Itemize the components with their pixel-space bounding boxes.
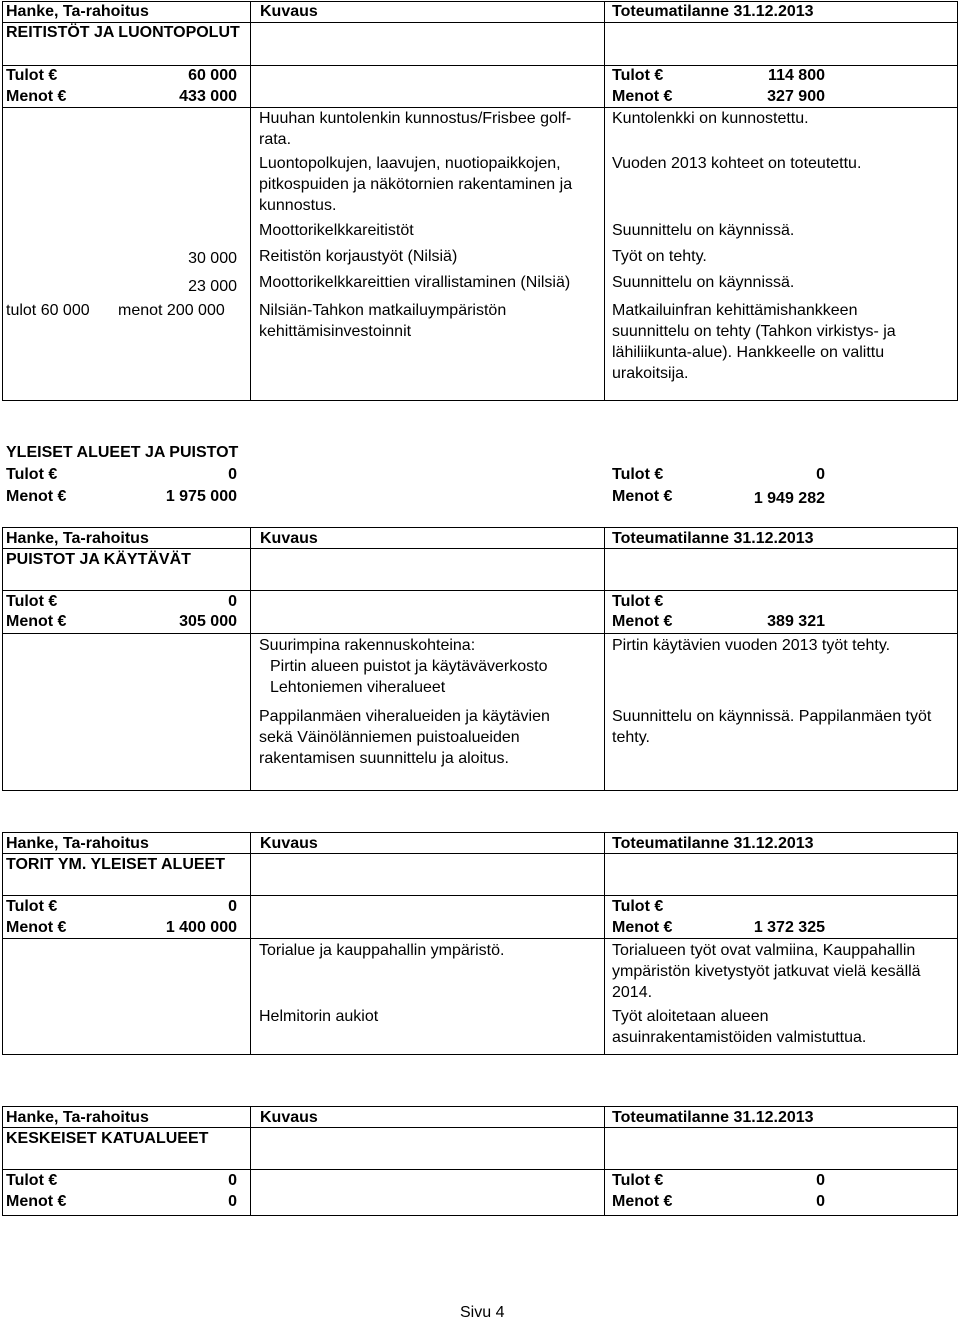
- status-moottorikelkka: Suunnittelu on käynnissä.: [612, 222, 795, 239]
- status-torialue-cont2: 2014.: [612, 984, 653, 1001]
- status-nilsia-cont3: urakoitsija.: [612, 365, 689, 382]
- header-hanke: Hanke, Ta-rahoitus: [6, 3, 149, 20]
- menot-label-actual: Menot €: [612, 88, 673, 105]
- menot-label: Menot €: [6, 1193, 67, 1210]
- tulot-label: Tulot €: [6, 466, 58, 483]
- status-luontopolut: Vuoden 2013 kohteet on toteutettu.: [612, 155, 862, 172]
- tulot-label: Tulot €: [6, 1172, 58, 1189]
- desc-luontopolut-cont2: kunnostus.: [259, 197, 337, 214]
- desc-moottorikelkka: Moottorikelkkareitistöt: [259, 222, 414, 239]
- section-title: YLEISET ALUEET JA PUISTOT: [6, 444, 239, 461]
- status-pirtti: Pirtin käytävien vuoden 2013 työt tehty.: [612, 637, 891, 654]
- tulot-actual: 114 800: [768, 67, 825, 84]
- status-helmitori: Työt aloitetaan alueen: [612, 1008, 769, 1025]
- tulot-budget: 60 000: [188, 67, 237, 84]
- menot-actual: 389 321: [767, 613, 825, 630]
- menot-budget: 305 000: [179, 613, 237, 630]
- desc-luontopolut: Luontopolkujen, laavujen, nuotiopaikkojen,: [259, 155, 561, 172]
- header-hanke: Hanke, Ta-rahoitus: [6, 835, 149, 852]
- desc-kuntolenkki-cont: rata.: [259, 131, 292, 148]
- status-nilsia: Matkailuinfran kehittämishankkeen: [612, 302, 858, 319]
- status-nilsia-cont2: lähiliikunta-alue). Hankkeelle on valittu: [612, 344, 885, 361]
- header-hanke: Hanke, Ta-rahoitus: [6, 530, 149, 547]
- header-kuvaus: Kuvaus: [260, 3, 318, 20]
- desc-pirtti: Pirtin alueen puistot ja käytäväverkosto: [270, 658, 548, 675]
- amount-korjaus: 30 000: [188, 250, 237, 267]
- desc-nilsia-cont: kehittämisinvestoinnit: [259, 323, 412, 340]
- desc-virallistaminen: Moottorikelkkareittien virallistaminen (Nilsiä): [259, 274, 571, 291]
- menot-budget: 1 975 000: [165, 488, 237, 505]
- header-toteumatilanne: Toteumatilanne 31.12.2013: [612, 1109, 814, 1126]
- menot-budget: 1 400 000: [165, 919, 237, 936]
- header-toteumatilanne: Toteumatilanne 31.12.2013: [612, 3, 814, 20]
- tulot-actual: 0: [816, 466, 825, 483]
- menot-actual: 1 949 282: [753, 490, 825, 507]
- tulot-label-actual: Tulot €: [612, 466, 664, 483]
- section-title: PUISTOT JA KÄYTÄVÄT: [6, 551, 191, 568]
- tulot-budget: 0: [228, 593, 237, 610]
- status-kuntolenkki: Kuntolenkki on kunnostettu.: [612, 110, 809, 127]
- desc-lehtoniemi: Lehtoniemen viheralueet: [270, 679, 446, 696]
- menot-actual: 0: [816, 1193, 825, 1210]
- status-pappilanmaki-cont: tehty.: [612, 729, 650, 746]
- menot-budget: 433 000: [179, 88, 237, 105]
- desc-nilsia: Nilsiän-Tahkon matkailuympäristön: [259, 302, 507, 319]
- header-hanke: Hanke, Ta-rahoitus: [6, 1109, 149, 1126]
- header-kuvaus: Kuvaus: [260, 835, 318, 852]
- menot-label-actual: Menot €: [612, 613, 673, 630]
- tulot-nilsia: tulot 60 000: [6, 302, 90, 319]
- header-toteumatilanne: Toteumatilanne 31.12.2013: [612, 530, 814, 547]
- header-toteumatilanne: Toteumatilanne 31.12.2013: [612, 835, 814, 852]
- status-torialue: Torialueen työt ovat valmiina, Kauppahallin: [612, 942, 916, 959]
- status-nilsia-cont: suunnittelu on tehty (Tahkon virkistys- ja: [612, 323, 896, 340]
- desc-korjaus: Reitistön korjaustyöt (Nilsiä): [259, 248, 458, 265]
- section-title: TORIT YM. YLEISET ALUEET: [6, 856, 225, 873]
- tulot-budget: 0: [228, 898, 237, 915]
- tulot-budget: 0: [228, 466, 237, 483]
- menot-actual: 327 900: [767, 88, 825, 105]
- amount-virallistaminen: 23 000: [188, 278, 237, 295]
- page-number: Sivu 4: [460, 1304, 505, 1321]
- menot-label-actual: Menot €: [612, 488, 673, 505]
- desc-luontopolut-cont: pitkospuiden ja näkötornien rakentaminen ja: [259, 176, 573, 193]
- tulot-label-actual: Tulot €: [612, 898, 664, 915]
- status-korjaus: Työt on tehty.: [612, 248, 707, 265]
- desc-pappilanmaki-cont: sekä Väinölänniemen puistoalueiden: [259, 729, 520, 746]
- menot-label: Menot €: [6, 919, 67, 936]
- menot-budget: 0: [228, 1193, 237, 1210]
- section-title: KESKEISET KATUALUEET: [6, 1130, 209, 1147]
- menot-label-actual: Menot €: [612, 919, 673, 936]
- desc-pappilanmaki-cont2: rakentamisen suunnittelu ja aloitus.: [259, 750, 509, 767]
- tulot-label: Tulot €: [6, 67, 58, 84]
- status-torialue-cont: ympäristön kivetystyöt jatkuvat vielä kesällä: [612, 963, 921, 980]
- tulot-label: Tulot €: [6, 593, 58, 610]
- header-kuvaus: Kuvaus: [260, 1109, 318, 1126]
- desc-kuntolenkki: Huuhan kuntolenkin kunnostus/Frisbee golf-: [259, 110, 572, 127]
- tulot-label-actual: Tulot €: [612, 1172, 664, 1189]
- menot-label-actual: Menot €: [612, 1193, 673, 1210]
- tulot-label-actual: Tulot €: [612, 67, 664, 84]
- menot-actual: 1 372 325: [753, 919, 825, 936]
- status-pappilanmaki: Suunnittelu on käynnissä. Pappilanmäen työt: [612, 708, 932, 725]
- menot-label: Menot €: [6, 488, 67, 505]
- menot-label: Menot €: [6, 613, 67, 630]
- section-title: REITISTÖT JA LUONTOPOLUT: [6, 24, 240, 41]
- status-virallistaminen: Suunnittelu on käynnissä.: [612, 274, 795, 291]
- header-kuvaus: Kuvaus: [260, 530, 318, 547]
- tulot-label-actual: Tulot €: [612, 593, 664, 610]
- desc-suurimpina: Suurimpina rakennuskohteina:: [259, 637, 476, 654]
- desc-torialue: Torialue ja kauppahallin ympäristö.: [259, 942, 505, 959]
- menot-nilsia: menot 200 000: [118, 302, 225, 319]
- menot-label: Menot €: [6, 88, 67, 105]
- tulot-budget: 0: [228, 1172, 237, 1189]
- tulot-label: Tulot €: [6, 898, 58, 915]
- tulot-actual: 0: [816, 1172, 825, 1189]
- desc-helmitori: Helmitorin aukiot: [259, 1008, 379, 1025]
- status-helmitori-cont: asuinrakentamistöiden valmistuttua.: [612, 1029, 867, 1046]
- desc-pappilanmaki: Pappilanmäen viheralueiden ja käytävien: [259, 708, 550, 725]
